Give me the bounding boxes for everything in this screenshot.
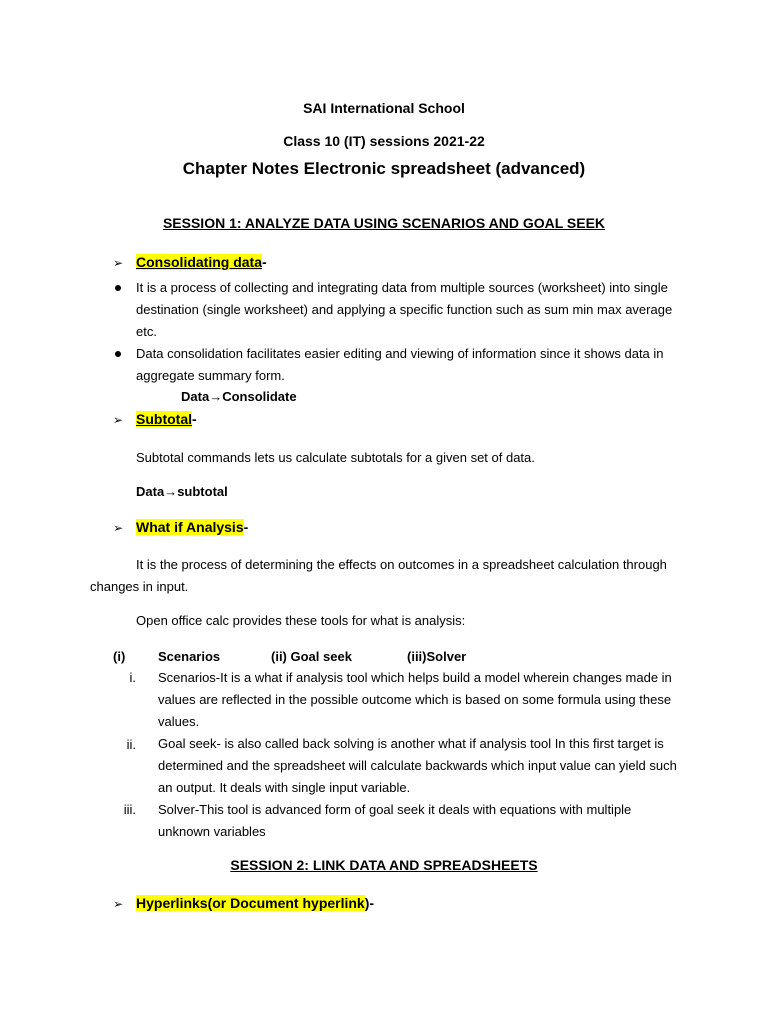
list-number: i. (129, 670, 136, 685)
list-number: ii. (126, 737, 136, 752)
consolidating-bullet-2: Data consolidation facilitates easier editing and viewing of information since it shows data in aggregate summary form. (136, 346, 664, 383)
session2-title: SESSION 2: LINK DATA AND SPREADSHEETS (230, 857, 538, 873)
right-arrow-icon: → (164, 484, 178, 499)
arrow-bullet-icon: ➢ (113, 256, 124, 270)
consolidating-bullet-1: It is a process of collecting and integrating data from multiple sources (worksheet) into single destination (single worksheet) and applying a specific function such as sum min max average etc. (136, 280, 673, 339)
whatif-tools-intro: Open office calc provides these tools for what is analysis: (136, 613, 466, 628)
list-item-scenarios: Scenarios-It is a what if analysis tool which helps build a model wherein changes made in values are reflected in the possible outcome which is based on some formula using these values. (158, 670, 672, 729)
school-name: SAI International School (303, 100, 465, 116)
subtotal-heading: Subtotal- (136, 411, 197, 427)
list-item-solver: Solver-This tool is advanced form of goal seek it deals with equations with multiple unknown variables (158, 802, 632, 839)
consolidating-heading: Consolidating data- (136, 254, 267, 270)
session1-title: SESSION 1: ANALYZE DATA USING SCENARIOS AND GOAL SEEK (162, 215, 606, 231)
arrow-bullet-icon: ➢ (113, 897, 124, 911)
subtotal-text: Subtotal commands lets us calculate subtotals for a given set of data. (136, 450, 535, 465)
chapter-title: Chapter Notes Electronic spreadsheet (advanced) (182, 159, 586, 178)
hyperlinks-heading: Hyperlinks(or Document hyperlink)- (136, 895, 375, 911)
whatif-heading: What if Analysis- (136, 519, 249, 535)
right-arrow-icon: → (209, 389, 223, 404)
list-item-goal-seek: Goal seek- is also called back solving is another what if analysis tool In this first target is determined and the spreadsheet will calculate backwards which input value can yield such an output. It deals with single input variable. (158, 736, 677, 795)
arrow-bullet-icon: ➢ (113, 521, 124, 535)
class-line: Class 10 (IT) sessions 2021-22 (283, 133, 485, 149)
round-bullet-icon (115, 351, 121, 357)
list-number: iii. (123, 802, 136, 817)
whatif-paragraph: It is the process of determining the effects on outcomes in a spreadsheet calculation through changes in input. (90, 557, 667, 594)
round-bullet-icon (115, 285, 121, 291)
arrow-bullet-icon: ➢ (113, 413, 124, 427)
subtotal-menu-path: Data→subtotal (136, 484, 228, 499)
consolidate-menu-path: Data→Consolidate (181, 389, 297, 404)
